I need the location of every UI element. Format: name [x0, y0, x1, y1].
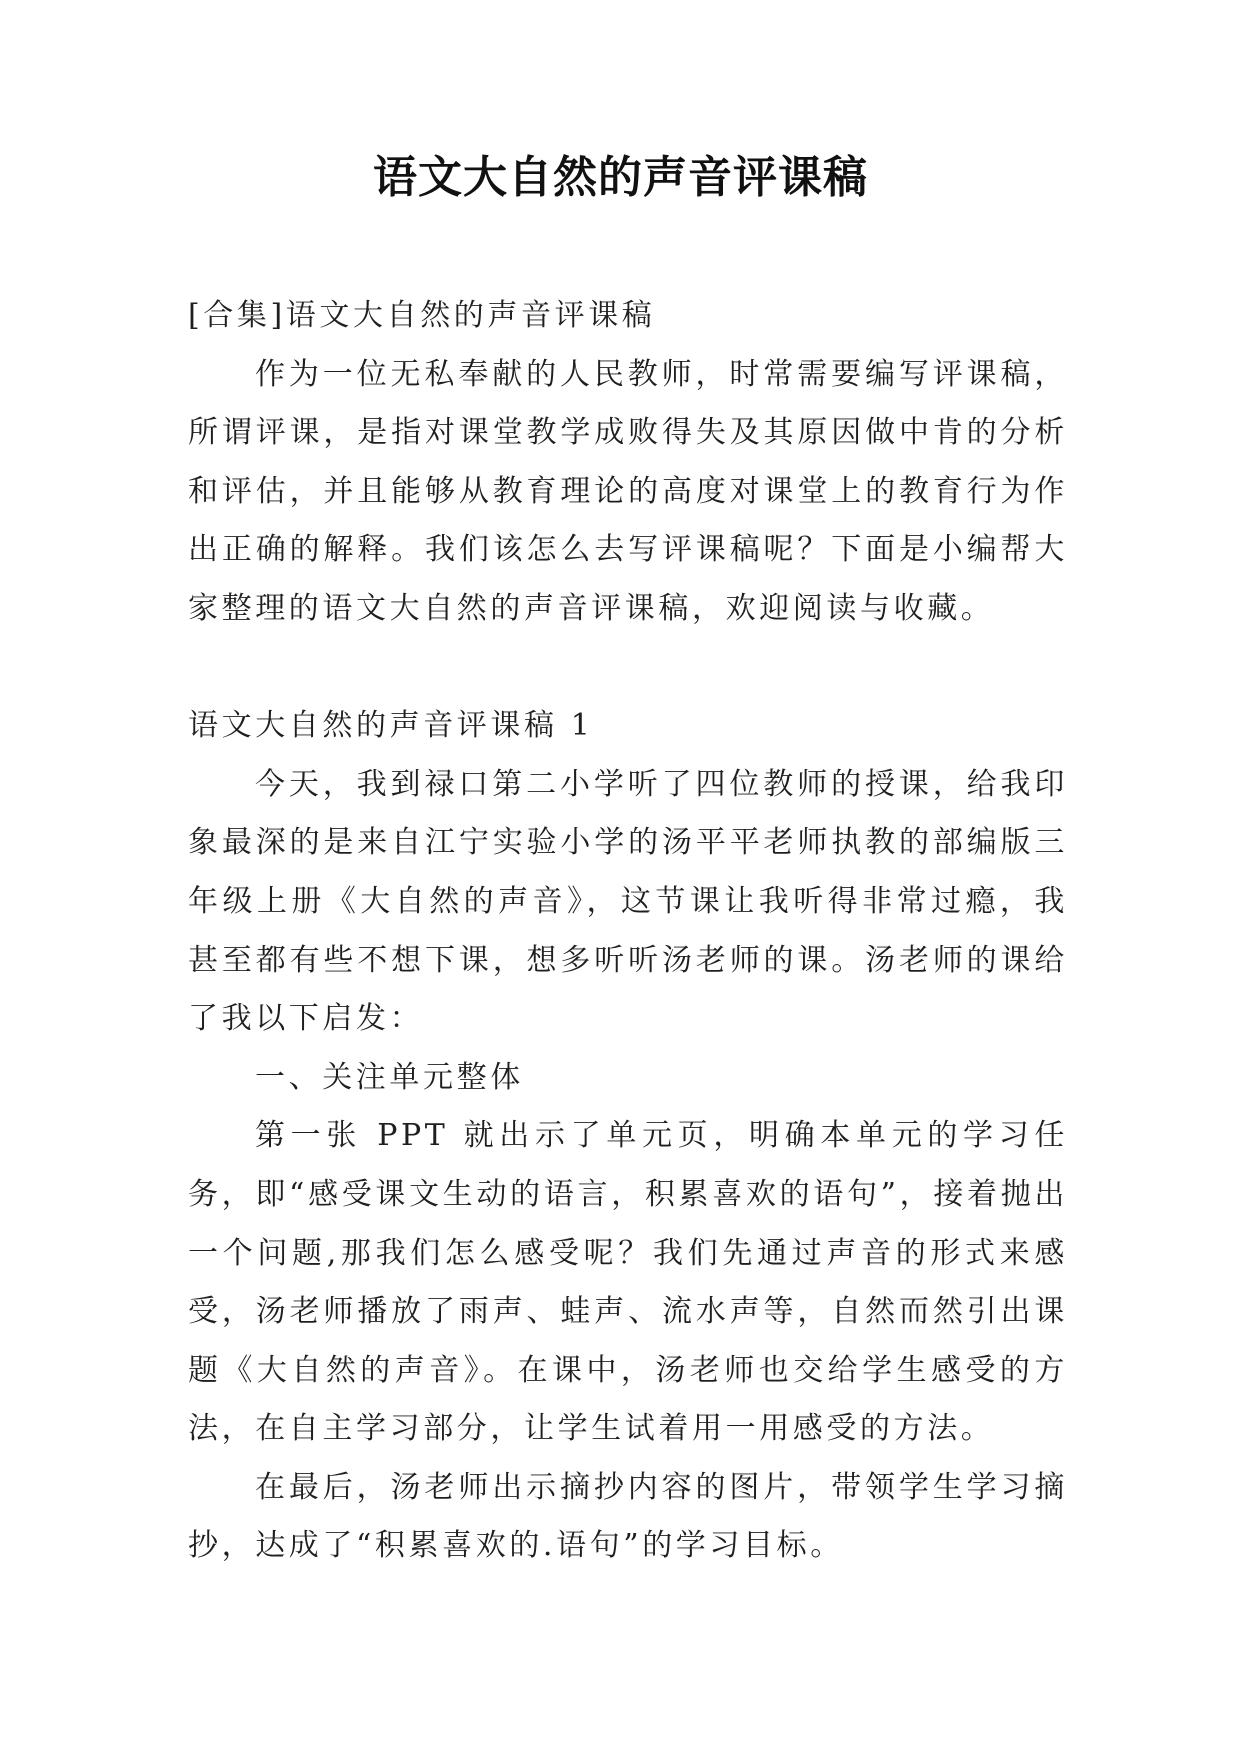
- intro-paragraph: 作为一位无私奉献的人民教师，时常需要编写评课稿，所谓评课，是指对课堂教学成败得失及其原因做中肯的分析和评估，并且能够从教育理论的高度对课堂上的教育行为作出正确的解释。我们该怎么去写评课稿呢？下面是小编帮大家整理的语文大自然的声音评课稿，欢迎阅读与收藏。: [188, 356, 1068, 626]
- body-paragraph: 今天，我到禄口第二小学听了四位教师的授课，给我印象最深的是来自江宁实验小学的汤平平老师执教的部编版三年级上册《大自然的声音》，这节课让我听得非常过瘾，我甚至都有些不想下课，想多听听汤老师的课。汤老师的课给了我以下启发：: [188, 766, 1068, 1037]
- body-paragraph: 第一张 PPT 就出示了单元页，明确本单元的学习任务，即“感受课文生动的语言，积累喜欢的语句”，接着抛出一个问题,那我们怎么感受呢？我们先通过声音的形式来感受，汤老师播放了雨声、蛙声、流水声等，自然而然引出课题《大自然的声音》。在课中，汤老师也交给学生感受的方法，在自主学习部分，让学生试着用一用感受的方法。: [188, 1118, 1068, 1447]
- page-title: 语文大自然的声音评课稿: [373, 152, 868, 203]
- section-heading: 语文大自然的声音评课稿 1: [188, 708, 594, 744]
- document-body: [188, 287, 1068, 1576]
- subsection-heading: 一、关注单元整体: [255, 1059, 524, 1095]
- body-paragraph: 在最后，汤老师出示摘抄内容的图片，带领学生学习摘抄，达成了“积累喜欢的.语句”的学习目标。: [188, 1469, 1068, 1564]
- collection-label: [合集]语文大自然的声音评课稿: [188, 298, 656, 333]
- paragraph-spacer: [188, 639, 1068, 698]
